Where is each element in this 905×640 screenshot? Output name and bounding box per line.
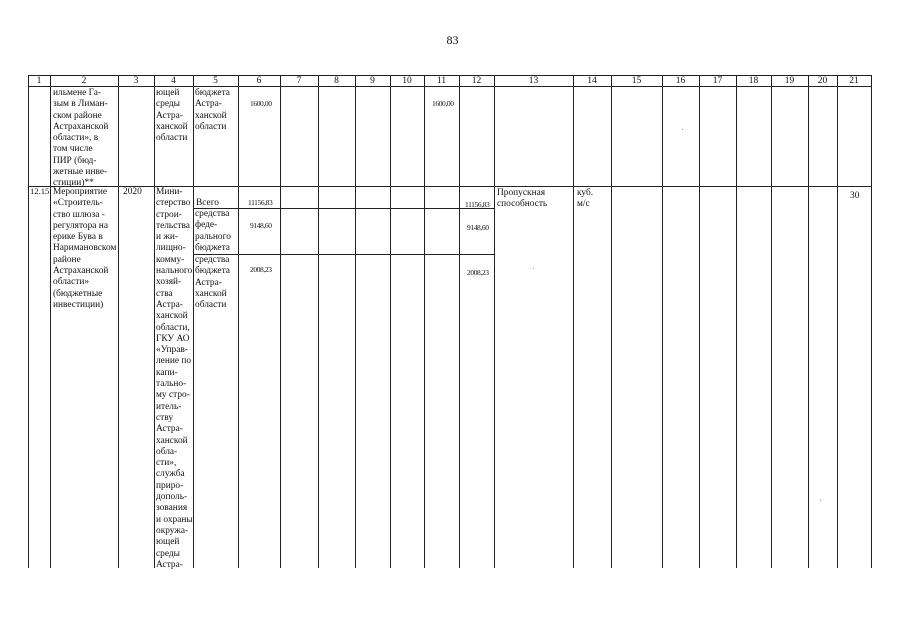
col-border (154, 75, 155, 568)
prev-row-amount-col6: 1600,00 (250, 99, 272, 108)
col-border (573, 75, 574, 568)
col-border (736, 75, 737, 568)
amount-col6-total: 11156,83 (248, 198, 273, 207)
indicator-unit: куб. м/с (577, 188, 594, 210)
column-number: 5 (213, 76, 218, 86)
prev-row-source: бюджета Астра- ханской области (195, 88, 230, 132)
column-number: 4 (171, 76, 176, 86)
source-total: Всего (196, 198, 219, 208)
column-number: 9 (370, 76, 375, 86)
col-border (238, 75, 239, 568)
column-number: 20 (817, 76, 828, 86)
indicator-value: 30 (850, 191, 860, 201)
column-number: 16 (675, 76, 686, 86)
col-border (611, 75, 612, 568)
amount-col6-regional: 2008,23 (250, 265, 272, 274)
col-border (494, 75, 495, 568)
col-border (50, 75, 51, 568)
col-border (771, 75, 772, 568)
scan-speck (533, 268, 534, 269)
column-number: 3 (133, 76, 139, 86)
amount-col6-federal: 9148,60 (250, 221, 272, 230)
prev-row-executor: ющей среды Астра- ханской области (156, 88, 188, 144)
prev-row-title: ильмене Га- зым в Лиман- ском районе Астраханской области», в том числе ПИР (бюд- жетные инве- стиции)** (53, 88, 109, 189)
column-number: 1 (36, 76, 42, 86)
col-border (280, 75, 281, 568)
column-number: 10 (402, 76, 412, 86)
col-border (424, 75, 425, 568)
column-number: 8 (334, 76, 339, 86)
col-border (699, 75, 700, 568)
col-border (837, 75, 838, 568)
row-number: 12.15 (30, 186, 50, 196)
amount-col12-regional: 2008,23 (467, 268, 489, 277)
col-border (871, 75, 872, 568)
amount-col12-total: 11156,83 (465, 200, 490, 209)
col-border (808, 75, 809, 568)
prev-row-amount-col11: 1600,00 (432, 99, 454, 108)
measure-title: Мероприятие «Строитель- ство шлюза - регулятора на ерике Бува в Наримановском районе Астраханской области» (бюджетные инвестиции) (53, 187, 117, 310)
column-number: 15 (631, 76, 642, 86)
col-border (28, 75, 29, 568)
measure-year: 2020 (123, 187, 142, 197)
col-border (662, 75, 663, 568)
page-number: 83 (446, 33, 459, 47)
column-number: 14 (587, 76, 597, 86)
measure-executor: Мини- стерство строи- тельства и жи- лищно- комму- нального хозяй- ства Астра- ханской области, ГКУ АО «Управ- ление по капи- тально- му стро- итель- ству Астра- ханской обла- сти», служба приро- дополь- зования и охраны окружа- ющей среды Астра- (156, 187, 193, 570)
col-border (390, 75, 391, 568)
column-number: 19 (784, 76, 795, 86)
scan-speck (682, 129, 683, 130)
column-number: 18 (748, 76, 759, 86)
column-number: 7 (296, 76, 302, 86)
col-border (459, 75, 460, 568)
source-federal: средства феде- рального бюджета (195, 209, 231, 253)
column-number: 17 (712, 76, 723, 86)
col-border (355, 75, 356, 568)
amount-col12-federal: 9148,60 (467, 223, 489, 232)
column-number: 12 (471, 76, 482, 86)
col-border (318, 75, 319, 568)
indicator-name: Пропускная способность (497, 188, 548, 210)
column-number: 11 (436, 76, 447, 86)
column-number: 13 (528, 76, 539, 86)
column-number: 21 (849, 76, 859, 86)
column-number: 6 (256, 76, 262, 86)
source-regional: средства бюджета Астра- ханской области (195, 255, 230, 311)
scan-speck (820, 500, 821, 501)
column-number: 2 (81, 76, 87, 86)
